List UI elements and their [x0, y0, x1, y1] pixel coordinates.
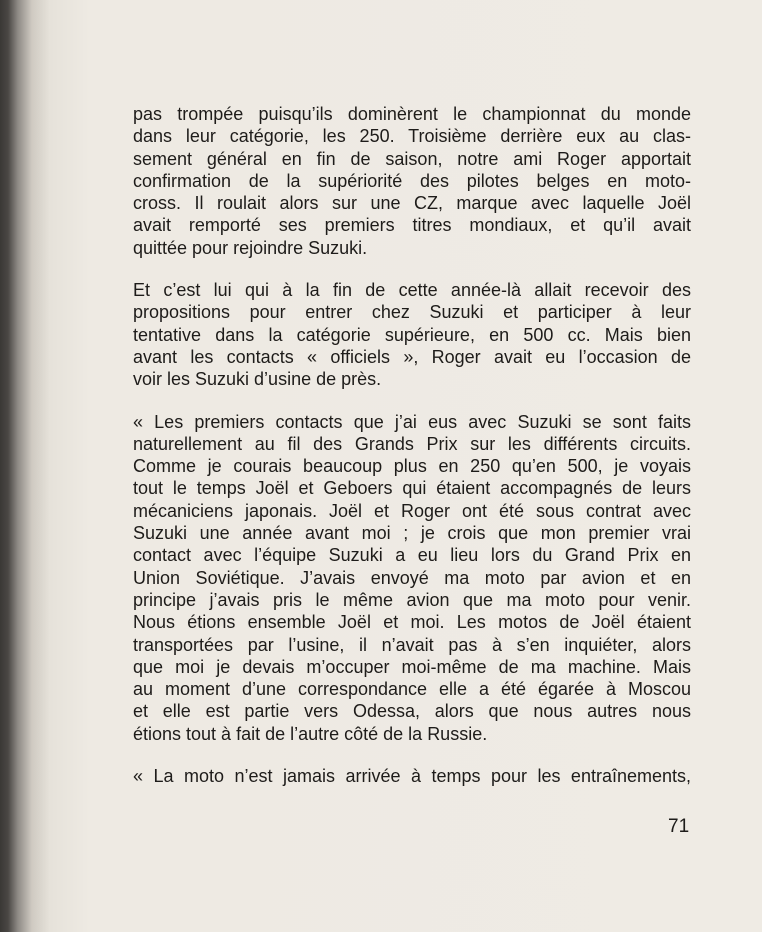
text-line: Suzuki une année avant moi ; je crois que mon premier vrai — [133, 523, 691, 544]
text-line: Nous étions ensemble Joël et moi. Les motos de Joël étaient — [133, 612, 691, 633]
text-line: étions tout à fait de l’autre côté de la Russie. — [133, 723, 488, 744]
text-line: principe j’avais pris le même avion que ma moto pour venir. — [133, 589, 691, 610]
paragraph-1 — [133, 103, 691, 259]
text-line: voir les Suzuki d’usine de près. — [133, 369, 382, 390]
text-line: Union Soviétique. J’avais envoyé ma moto par avion et en — [133, 567, 691, 588]
text-line: tout le temps Joël et Geboers qui étaient accompagnés de leurs — [133, 478, 691, 499]
paragraph-3 — [133, 411, 691, 745]
text-line: transportées par l’usine, il n’avait pas à s’en inquiéter, alors — [133, 634, 691, 655]
text-line: « La moto n’est jamais arrivée à temps pour les entraînements, — [133, 766, 691, 787]
paragraph-4 — [133, 765, 691, 787]
text-line: propositions pour entrer chez Suzuki et participer à leur — [133, 302, 691, 323]
text-line: confirmation de la supériorité des pilotes belges en moto- — [133, 170, 691, 191]
text-line: mécaniciens japonais. Joël et Roger ont été sous contrat avec — [133, 500, 691, 521]
text-line: cross. Il roulait alors sur une CZ, marque avec laquelle Joël — [133, 193, 691, 214]
text-line: au moment d’une correspondance elle a été égarée à Moscou — [133, 679, 691, 700]
text-line: avant les contacts « officiels », Roger avait eu l’occasion de — [133, 346, 691, 367]
text-line: Et c’est lui qui à la fin de cette année-là allait recevoir des — [133, 280, 691, 301]
body-text — [133, 103, 691, 787]
text-line: dans leur catégorie, les 250. Troisième derrière eux au clas- — [133, 126, 691, 147]
page-number: 71 — [668, 816, 690, 837]
text-line: naturellement au fil des Grands Prix sur les différents circuits. — [133, 433, 691, 454]
text-line: pas trompée puisqu’ils dominèrent le championnat du monde — [133, 104, 691, 124]
text-line: quittée pour rejoindre Suzuki. — [133, 237, 368, 258]
text-line: Comme je courais beaucoup plus en 250 qu’en 500, je voyais — [133, 456, 691, 477]
paragraph-2 — [133, 279, 691, 390]
text-line: tentative dans la catégorie supérieure, en 500 cc. Mais bien — [133, 324, 691, 345]
text-line: et elle est partie vers Odessa, alors que nous autres nous — [133, 701, 691, 722]
text-line: « Les premiers contacts que j’ai eus avec Suzuki se sont faits — [133, 411, 691, 432]
text-line: contact avec l’équipe Suzuki a eu lieu lors du Grand Prix en — [133, 545, 691, 566]
text-line: que moi je devais m’occuper moi-même de ma machine. Mais — [133, 656, 691, 677]
text-line: sement général en fin de saison, notre ami Roger apportait — [133, 148, 691, 169]
text-line: avait remporté ses premiers titres mondiaux, et qu’il avait — [133, 215, 691, 236]
